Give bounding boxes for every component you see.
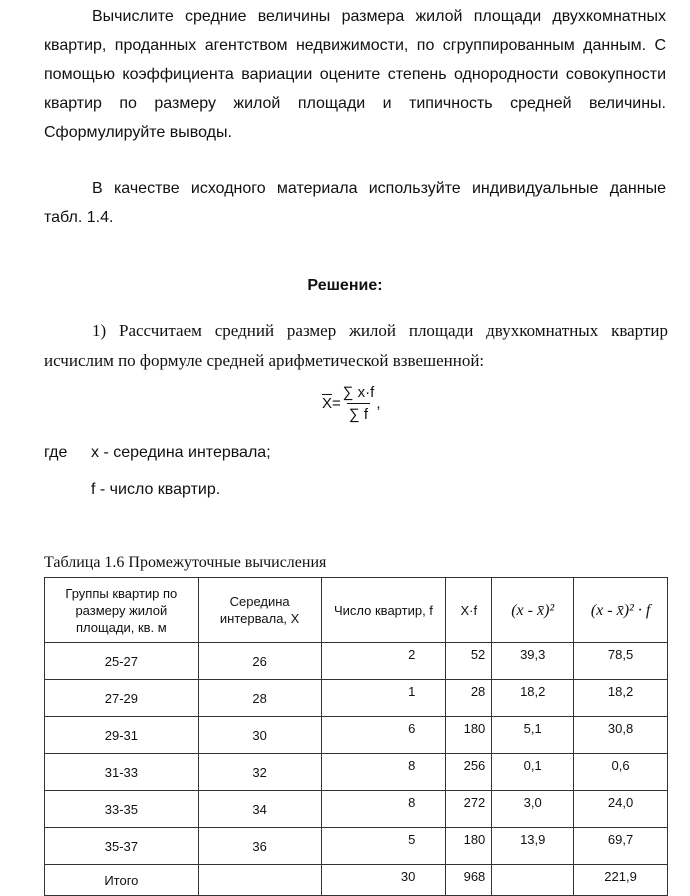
total-label: Итого: [45, 865, 199, 896]
formula-equals: =: [332, 395, 341, 412]
cell-mid: 26: [198, 643, 321, 680]
cell-xf: 180: [446, 828, 492, 865]
cell-sq: 13,9: [492, 828, 574, 865]
header-mid: Середина интервала, X: [198, 578, 321, 643]
cell-sq: 0,1: [492, 754, 574, 791]
cell-xf: 52: [446, 643, 492, 680]
weighted-mean-formula: [322, 384, 380, 423]
cell-sq: 5,1: [492, 717, 574, 754]
cell-sq: 3,0: [492, 791, 574, 828]
intermediate-calculations-table: [44, 577, 668, 896]
cell-group: 31-33: [45, 754, 199, 791]
table-row: [45, 791, 668, 828]
cell-f: 8: [321, 791, 446, 828]
total-sq: [492, 865, 574, 896]
cell-mid: 28: [198, 680, 321, 717]
table-row: [45, 754, 668, 791]
formula-fraction: [341, 384, 377, 423]
cell-sqf: 24,0: [574, 791, 668, 828]
cell-xf: 256: [446, 754, 492, 791]
cell-f: 1: [321, 680, 446, 717]
cell-mid: 32: [198, 754, 321, 791]
formula-denominator: ∑ f: [347, 403, 370, 423]
cell-sqf: 78,5: [574, 643, 668, 680]
formula-comma: ,: [376, 395, 381, 412]
cell-xf: 28: [446, 680, 492, 717]
cell-group: 25-27: [45, 643, 199, 680]
cell-f: 6: [321, 717, 446, 754]
where-line-f: f - число квартир.: [91, 481, 221, 498]
cell-f: 2: [321, 643, 446, 680]
cell-xf: 272: [446, 791, 492, 828]
cell-sq: 18,2: [492, 680, 574, 717]
cell-sqf: 69,7: [574, 828, 668, 865]
formula-mean-symbol: $\overline{X}$: [322, 395, 333, 412]
where-x-text: x - середина интервала;: [91, 444, 271, 461]
cell-group: 29-31: [45, 717, 199, 754]
cell-sq: 39,3: [492, 643, 574, 680]
where-label: где: [44, 444, 68, 461]
cell-xf: 180: [446, 717, 492, 754]
header-count: Число квартир, f: [321, 578, 446, 643]
table-header-row: [45, 578, 668, 643]
header-group: Группы квартир по размеру жилой площади, кв. м: [45, 578, 199, 643]
cell-mid: 36: [198, 828, 321, 865]
solution-heading: Решение:: [307, 277, 383, 294]
table-total-row: [45, 865, 668, 896]
header-sqf: (x - x̄)² · f: [574, 578, 668, 643]
cell-f: 8: [321, 754, 446, 791]
cell-sqf: 18,2: [574, 680, 668, 717]
table-row: [45, 717, 668, 754]
cell-f: 5: [321, 828, 446, 865]
task-paragraph-1: Вычислите средние величины размера жилой площади двухкомнатных квартир, проданных агентством недвижимости, по сгруппированным данным. С помощью коэффициента вариации оцените степень однородности совокупности квартир по размеру жилой площади и типичность средней величины. Сформулируйте выводы.: [44, 8, 666, 141]
total-mid: [198, 865, 321, 896]
total-sqf: 221,9: [574, 865, 668, 896]
table-row: [45, 828, 668, 865]
cell-sqf: 0,6: [574, 754, 668, 791]
table-row: [45, 643, 668, 680]
cell-mid: 34: [198, 791, 321, 828]
cell-group: 35-37: [45, 828, 199, 865]
total-xf: 968: [446, 865, 492, 896]
cell-mid: 30: [198, 717, 321, 754]
cell-group: 27-29: [45, 680, 199, 717]
task-paragraph-2: В качестве исходного материала используйте индивидуальные данные табл. 1.4.: [44, 180, 666, 226]
header-sq: (x - x̄)²: [492, 578, 574, 643]
solution-step-1: 1) Рассчитаем средний размер жилой площади двухкомнатных квартир исчислим по формуле средней арифметической взвешенной:: [44, 321, 668, 370]
formula-numerator: ∑ x·f: [342, 384, 375, 401]
header-xf: X·f: [446, 578, 492, 643]
cell-group: 33-35: [45, 791, 199, 828]
table-row: [45, 680, 668, 717]
table-caption: Таблица 1.6 Промежуточные вычисления: [44, 554, 327, 571]
where-line-x: [44, 441, 271, 465]
total-f: 30: [321, 865, 446, 896]
cell-sqf: 30,8: [574, 717, 668, 754]
